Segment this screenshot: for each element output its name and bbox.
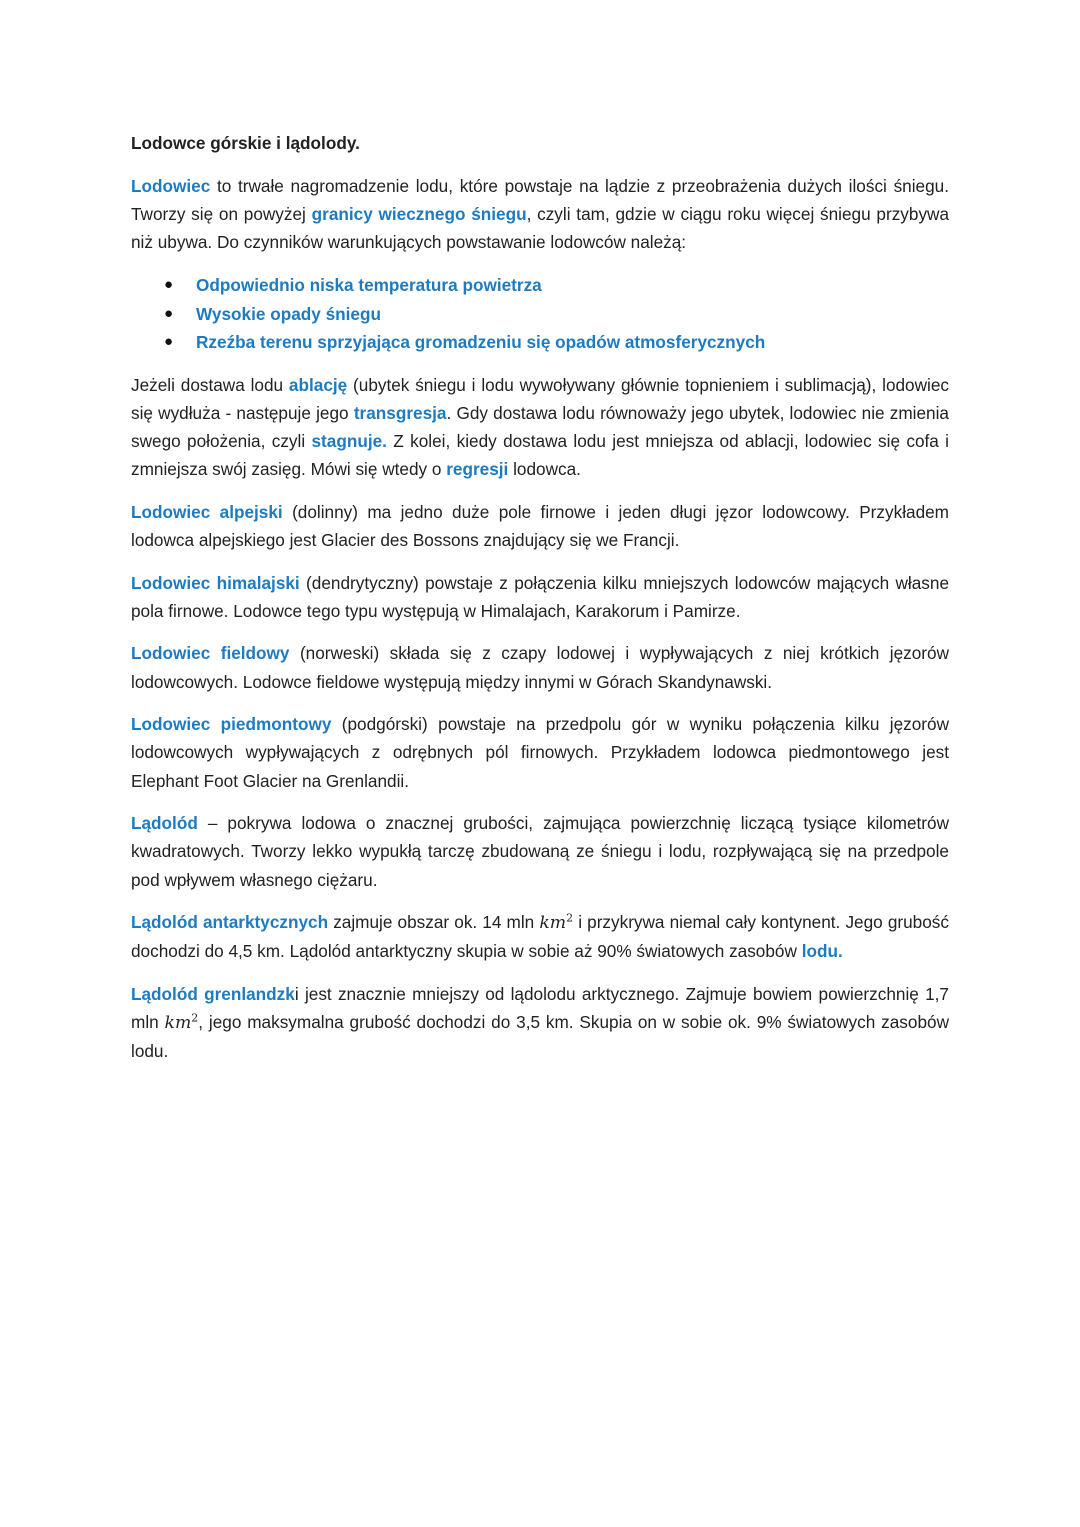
text-segment: (dolinny) ma jedno duże pole firnowe i jeden długi jęzor lodowcowy. Przykładem lodowca alpejskiego jest Glacier des Bossons znajdujący się we Francji. [131, 501, 950, 550]
document-content [131, 128, 949, 1080]
term-lodu: lodu. [801, 941, 843, 962]
document-title: Lodowce górskie i lądolody. [131, 133, 360, 153]
text-segment: (ubytek śniegu i lodu wywoływany głównie topnieniem i sublimacją), lodowiec się wydłuża - następuje jego [131, 374, 950, 423]
text-segment: , jego maksymalna grubość dochodzi do 3,5 km. Skupia on w sobie ok. 9% światowych zasobów lodu. [131, 1012, 949, 1062]
math-unit: km [164, 1013, 192, 1034]
math-km2 [539, 913, 573, 933]
math-exponent: 2 [566, 911, 574, 925]
text-segment: Z kolei, kiedy dostawa lodu jest mniejsza od ablacji, lodowiec się cofa i zmniejsza swój zasięg. Mówi się wtedy o [131, 430, 949, 480]
term-transgresja: transgresja [353, 402, 447, 423]
text-segment: Jeżeli dostawa lodu [131, 374, 289, 395]
term-ladolod-antarktyczny: Lądolód antarktycznych [131, 912, 329, 933]
term-ladolod: Lądolód [131, 813, 198, 834]
text-segment: . Gdy dostawa lodu równoważy jego ubytek, lodowiec nie zmienia swego położenia, czyli [131, 402, 949, 451]
text-segment: (norweski) składa się z czapy lodowej i wypływających z niej krótkich jęzorów lodowcowych. Lodowce fieldowe występują między innymi w Górach Skandynawski. [131, 643, 949, 692]
list-item [131, 328, 949, 357]
text-segment: (podgórski) powstaje na przedpolu gór w wyniku połączenia kilku jęzorów lodowcowych wypływających z odrębnych pól firnowych. Przykładem lodowca piedmontowego jest Elephant Foot Glacier na Grenlandii. [131, 714, 949, 791]
text-segment: lodowca. [508, 459, 581, 480]
list-item-text: Wysokie opady śniegu [196, 303, 381, 324]
paragraph-ladolod-antarktyczny [131, 908, 949, 965]
term-ablacja: ablację [288, 374, 348, 395]
term-lodowiec-fieldowy: Lodowiec fieldowy [131, 643, 290, 664]
paragraph-lodowiec-piedmontowy [131, 710, 949, 795]
bullet-icon: ● [164, 276, 174, 293]
term-lodowiec-alpejski: Lodowiec alpejski [131, 501, 283, 522]
term-lodowiec: Lodowiec [131, 176, 211, 196]
bullet-icon: ● [164, 304, 174, 322]
list-item-text: Odpowiednio niska temperatura powietrza [196, 275, 542, 295]
bullet-icon: ● [164, 333, 174, 350]
paragraph-lodowiec-fieldowy [131, 639, 949, 695]
term-regresja: regresji [446, 459, 509, 480]
text-segment: to trwałe nagromadzenie lodu, które powstaje na lądzie z przeobrażenia dużych ilości śniegu. Tworzy się on powyżej [131, 176, 949, 225]
text-segment: zajmuje obszar ok. 14 mln [328, 912, 540, 933]
list-item [131, 271, 949, 300]
paragraph-lodowiec-himalajski [131, 569, 949, 625]
term-lodowiec-himalajski: Lodowiec himalajski [131, 572, 300, 593]
text-segment: (dendrytyczny) powstaje z połączenia kilku mniejszych lodowców mających własne pola firnowe. Lodowce tego typu występują w Himalajach, Karakorum i Pamirze. [131, 572, 950, 621]
math-km2 [165, 1013, 199, 1033]
paragraph-bilans-lodowca [131, 371, 949, 484]
text-segment: – pokrywa lodowa o znacznej grubości, zajmująca powierzchnię liczącą tysiące kilometrów kwadratowych. Tworzy lekko wypukłą tarczę zbudowaną ze śniegu i lodu, rozpływającą się na przedpole pod wpływem własnego ciężaru. [131, 813, 949, 890]
math-unit: km [539, 913, 567, 934]
text-segment: i przykrywa niemal cały kontynent. Jego grubość dochodzi do 4,5 km. Lądolód antarktyczny skupia w sobie aż 90% światowych zasobów [131, 912, 949, 962]
paragraph-lodowiec-definition [131, 172, 949, 257]
text-segment: i jest znacznie mniejszy od lądolodu arktycznego. Zajmuje bowiem powierzchnię 1,7 mln [131, 983, 949, 1033]
list-item-text: Rzeźba terenu sprzyjająca gromadzeniu się opadów atmosferycznych [196, 332, 766, 352]
term-ladolod-grenlandzki: Lądolód grenlandzk [131, 983, 295, 1004]
term-lodowiec-piedmontowy: Lodowiec piedmontowy [131, 714, 332, 735]
term-granica-wiecznego-sniegu: granicy wiecznego śniegu [311, 204, 527, 225]
factors-list [131, 271, 949, 357]
term-stagnuje: stagnuje. [311, 430, 387, 451]
text-segment: , czyli tam, gdzie w ciągu roku więcej śniegu przybywa niż ubywa. Do czynników warunkujących powstawanie lodowców należą: [131, 204, 950, 253]
paragraph-ladolod-grenlandzki [131, 980, 949, 1066]
math-exponent: 2 [191, 1011, 199, 1025]
list-item [131, 300, 949, 329]
paragraph-lodowiec-alpejski [131, 498, 949, 554]
paragraph-ladolod [131, 809, 949, 894]
